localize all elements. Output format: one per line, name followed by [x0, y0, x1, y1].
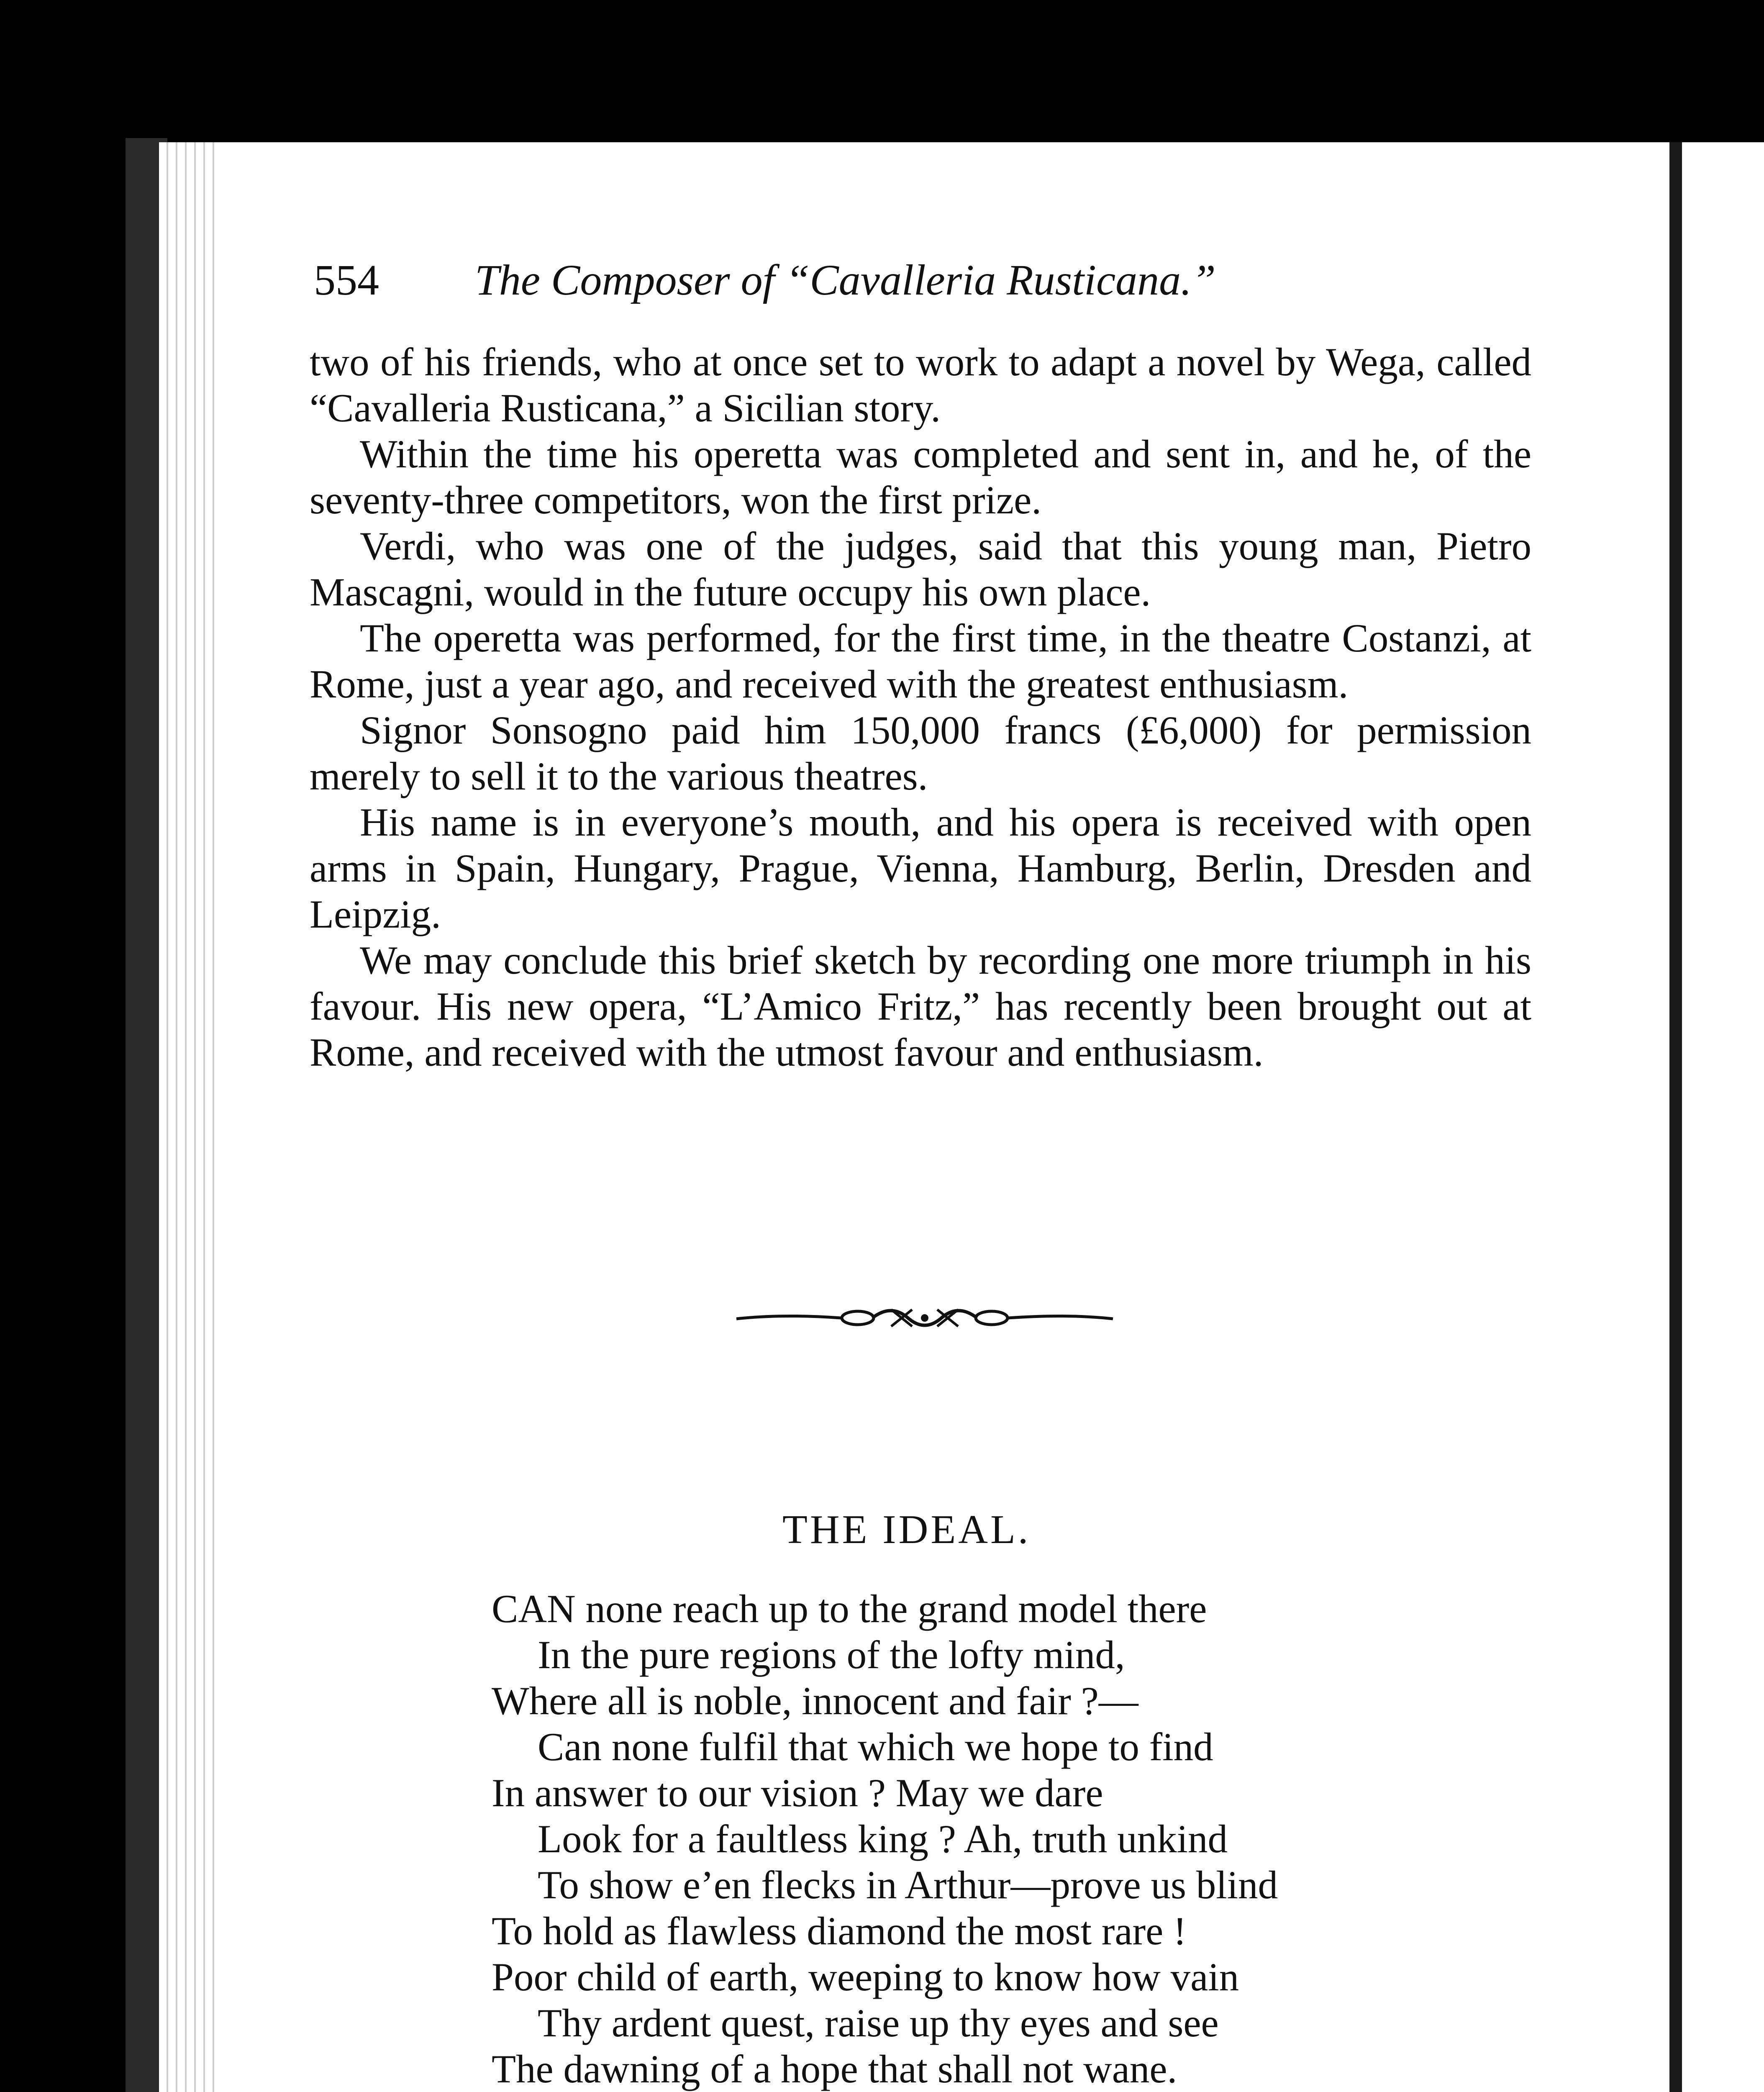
poem-line: Where all is noble, innocent and fair ?—	[492, 1679, 1138, 1723]
article-paragraph: Signor Sonsogno paid him 150,000 francs (£6,000) for permission merely to sell it to the various theatres.	[310, 708, 1531, 798]
running-title: The Composer of “Cavalleria Rusticana.”	[475, 256, 1216, 304]
poem-line: To show e’en flecks in Arthur—prove us blind	[538, 1863, 1278, 1907]
article-paragraph: Within the time his operetta was completed and sent in, and he, of the seventy-three competitors, won the first prize.	[310, 432, 1531, 522]
poem-line: To hold as flawless diamond the most rare !	[492, 1909, 1187, 1953]
poem-title: THE IDEAL.	[782, 1507, 1031, 1552]
article-paragraph: We may conclude this brief sketch by recording one more triumph in his favour. His new opera, “L’Amico Fritz,” has recently been brought out at Rome, and received with the utmost favour and enthusiasm.	[310, 938, 1531, 1074]
poem-line: In answer to our vision ? May we dare	[492, 1771, 1103, 1815]
poem-line: Can none fulfil that which we hope to find	[538, 1725, 1213, 1769]
article-paragraph: Verdi, who was one of the judges, said that this young man, Pietro Mascagni, would in the future occupy his own place.	[310, 524, 1531, 614]
page-number: 554	[314, 256, 379, 304]
poem-line: Poor child of earth, weeping to know how vain	[492, 1955, 1239, 1999]
adjacent-page-edge	[1682, 142, 1764, 2092]
poem-line: In the pure regions of the lofty mind,	[538, 1633, 1125, 1677]
poem-line: The dawning of a hope that shall not wane.	[492, 2047, 1177, 2091]
article-paragraph: The operetta was performed, for the first time, in the theatre Costanzi, at Rome, just a year ago, and received with the greatest enthusiasm.	[310, 616, 1531, 706]
poem-line: Look for a faultless king ? Ah, truth unkind	[538, 1817, 1228, 1861]
article-paragraph: His name is in everyone’s mouth, and his opera is received with open arms in Spain, Hungary, Prague, Vienna, Hamburg, Berlin, Dresden and Leipzig.	[310, 800, 1531, 936]
page-header	[314, 255, 1536, 314]
poem-line: Thy ardent quest, raise up thy eyes and see	[538, 2001, 1219, 2045]
decorative-divider-ornament	[732, 1301, 1117, 1335]
poem-line: CAN none reach up to the grand model there	[492, 1587, 1207, 1631]
page-edges	[159, 142, 226, 2092]
article-body	[310, 339, 1531, 1075]
article-paragraph: two of his friends, who at once set to work to adapt a novel by Wega, called “Cavalleria Rusticana,” a Sicilian story.	[310, 340, 1531, 430]
page-gutter	[1669, 142, 1682, 2092]
poem-body	[492, 1586, 1370, 2092]
